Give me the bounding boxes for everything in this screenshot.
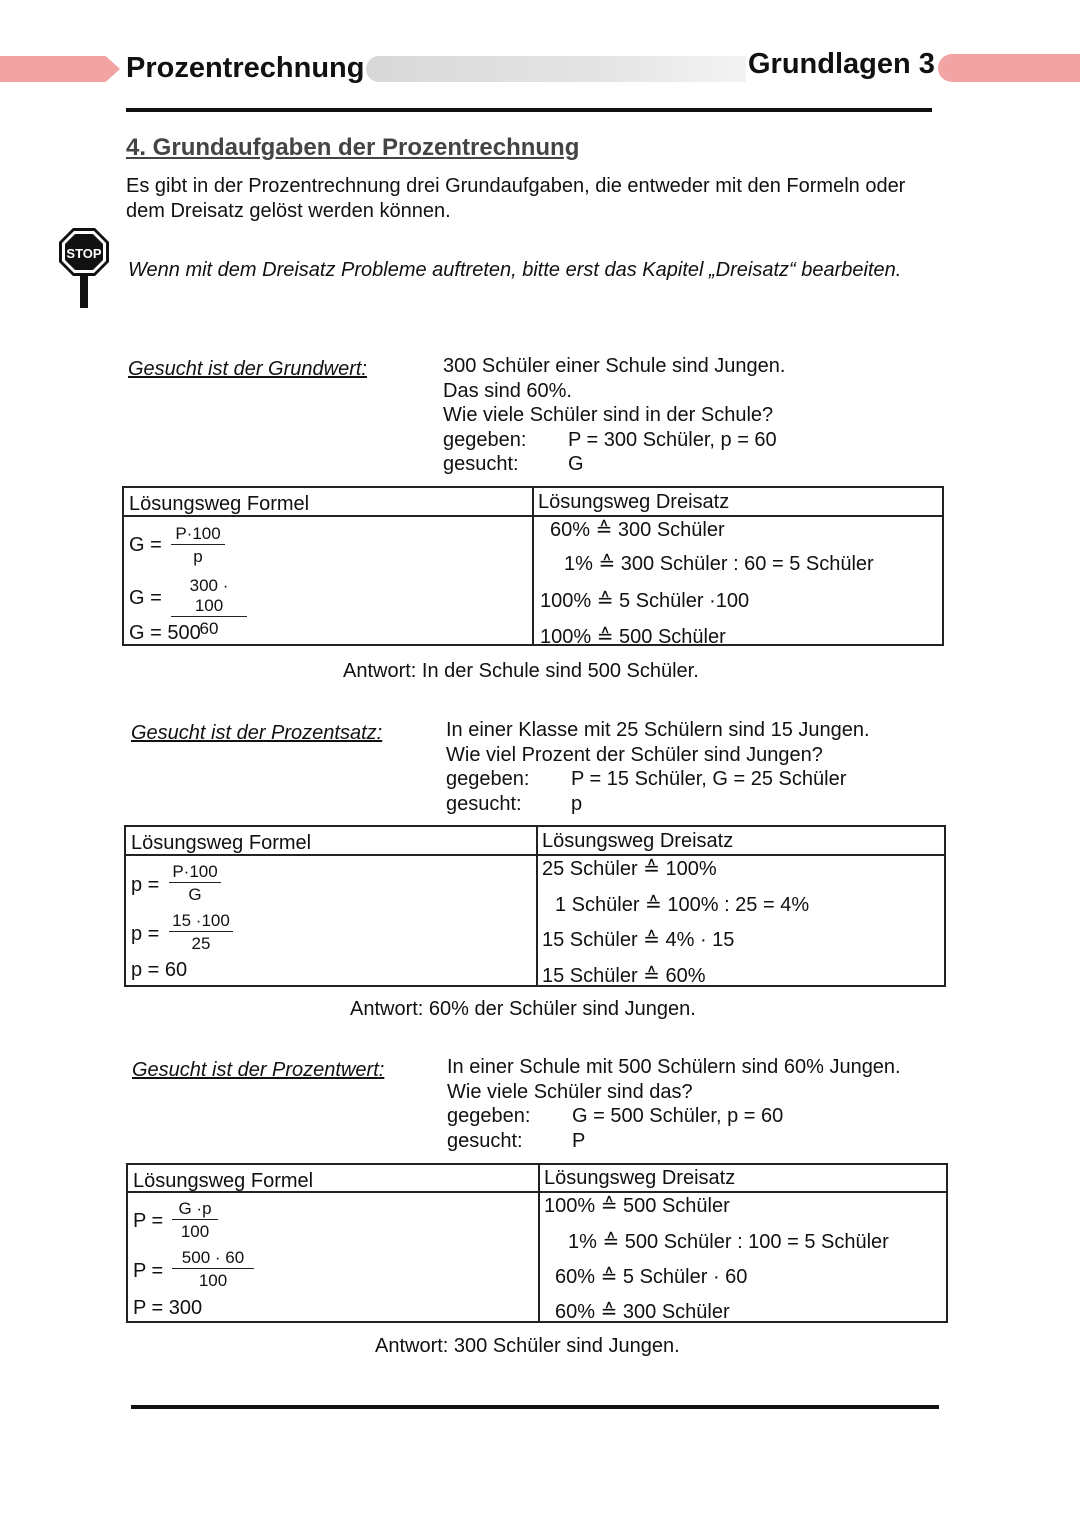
dreisatz-step: 60% ≙ 300 Schüler	[555, 1301, 730, 1323]
answer-text: Antwort: 300 Schüler sind Jungen.	[375, 1335, 680, 1357]
task-label: Gesucht ist der Grundwert:	[128, 358, 367, 380]
dreisatz-step: 1 Schüler ≙ 100% : 25 = 4%	[555, 894, 810, 916]
fraction-denominator: 60	[199, 619, 219, 638]
header-chapter: Grundlagen 3	[748, 48, 935, 80]
task-description	[443, 354, 785, 477]
sought-key: gesucht:	[447, 1129, 523, 1152]
answer-text: Antwort: 60% der Schüler sind Jungen.	[350, 998, 696, 1020]
intro-text: Es gibt in der Prozentrechnung drei Grundaufgaben, die entweder mit den Formeln oder dem Dreisatz gelöst werden können.	[126, 175, 906, 222]
fraction-denominator: 100	[180, 1222, 210, 1241]
svg-text:STOP: STOP	[66, 246, 102, 261]
formula-header: Lösungsweg Formel	[131, 832, 312, 854]
dreisatz-step: 60% ≙ 300 Schüler	[550, 519, 725, 541]
formula-lhs: p =	[131, 874, 160, 896]
formula-result: P = 300	[133, 1297, 203, 1319]
task-line: Das sind 60%.	[443, 379, 572, 402]
dreisatz-step: 15 Schüler ≙ 60%	[542, 965, 706, 987]
sought-key: gesucht:	[443, 453, 519, 475]
dreisatz-step: 1% ≙ 300 Schüler : 60 = 5 Schüler	[564, 553, 874, 575]
header-band-left	[0, 56, 120, 82]
fraction-numerator: P·100	[171, 524, 225, 545]
fraction-numerator: 300 · 100	[171, 576, 247, 617]
formula-lhs: P =	[133, 1210, 164, 1232]
fraction-numerator: 500 · 60	[172, 1248, 254, 1269]
given-value: G = 500 Schüler, p = 60	[572, 1105, 784, 1127]
formula-result: G = 500	[129, 622, 201, 644]
dreisatz-step: 100% ≙ 500 Schüler	[544, 1195, 730, 1217]
fraction-denominator: p	[193, 547, 203, 566]
sought-value: p	[571, 792, 583, 815]
fraction-numerator: P·100	[169, 862, 221, 883]
dreisatz-step: 25 Schüler ≙ 100%	[542, 858, 717, 880]
given-value: P = 15 Schüler, G = 25 Schüler	[571, 768, 847, 790]
fraction-denominator: 100	[198, 1271, 228, 1290]
answer-text: Antwort: In der Schule sind 500 Schüler.	[343, 660, 699, 682]
formula-lhs: p =	[131, 923, 160, 945]
section-title: 4. Grundaufgaben der Prozentrechnung	[126, 134, 580, 161]
formula-result: p = 60	[131, 959, 188, 981]
formula-lhs: G =	[129, 587, 162, 609]
formula-fraction	[172, 1248, 254, 1291]
dreisatz-header: Lösungsweg Dreisatz	[544, 1167, 736, 1189]
header-title: Prozentrechnung	[126, 52, 365, 84]
sought-value: P	[572, 1129, 586, 1152]
formula-header: Lösungsweg Formel	[129, 493, 310, 515]
given-key: gegeben:	[443, 428, 527, 451]
dreisatz-step: 60% ≙ 5 Schüler · 60	[555, 1266, 748, 1288]
fraction-denominator: 25	[191, 934, 211, 953]
task-description	[447, 1055, 901, 1153]
dreisatz-header: Lösungsweg Dreisatz	[538, 491, 730, 513]
task-label: Gesucht ist der Prozentwert:	[132, 1059, 385, 1081]
formula-fraction	[172, 1199, 218, 1242]
task-line: In einer Schule mit 500 Schülern sind 60% Jungen.	[447, 1056, 901, 1078]
dreisatz-step: 1% ≙ 500 Schüler : 100 = 5 Schüler	[568, 1231, 889, 1253]
header-band-middle	[366, 56, 746, 82]
given-key: gegeben:	[446, 768, 530, 790]
solution-table	[126, 1163, 948, 1323]
sought-key: gesucht:	[446, 792, 522, 815]
formula-header: Lösungsweg Formel	[133, 1170, 314, 1192]
task-line: Wie viele Schüler sind in der Schule?	[443, 404, 774, 426]
stop-sign-icon	[58, 226, 110, 308]
fraction-numerator: G ·p	[172, 1199, 218, 1220]
dreisatz-note: Wenn mit dem Dreisatz Probleme auftreten, bitte erst das Kapitel „Dreisatz“ bearbeiten.	[128, 259, 902, 281]
fraction-numerator: 15 ·100	[169, 911, 233, 932]
dreisatz-step: 100% ≙ 500 Schüler	[540, 626, 726, 648]
task-label: Gesucht ist der Prozentsatz:	[131, 722, 383, 744]
formula-fraction	[169, 862, 221, 905]
dreisatz-step: 15 Schüler ≙ 4% · 15	[542, 929, 735, 951]
task-line: Wie viel Prozent der Schüler sind Jungen?	[446, 743, 823, 766]
footer-rule	[131, 1405, 939, 1409]
dreisatz-header: Lösungsweg Dreisatz	[542, 830, 734, 852]
task-line: In einer Klasse mit 25 Schülern sind 15 Jungen.	[446, 719, 870, 741]
fraction-denominator: G	[188, 885, 202, 904]
formula-lhs: G =	[129, 534, 162, 556]
header-rule	[126, 108, 932, 112]
solution-table	[122, 486, 944, 646]
task-line: Wie viele Schüler sind das?	[447, 1080, 693, 1103]
dreisatz-step: 100% ≙ 5 Schüler ·100	[540, 590, 750, 612]
task-line: 300 Schüler einer Schule sind Jungen.	[443, 355, 786, 377]
task-description	[446, 718, 870, 816]
formula-fraction	[169, 911, 233, 954]
header-band-right	[938, 54, 1080, 82]
sought-value: G	[568, 453, 584, 475]
formula-fraction	[171, 524, 225, 567]
formula-lhs: P =	[133, 1260, 164, 1282]
solution-table	[124, 825, 946, 987]
given-value: P = 300 Schüler, p = 60	[568, 428, 777, 451]
given-key: gegeben:	[447, 1105, 531, 1127]
